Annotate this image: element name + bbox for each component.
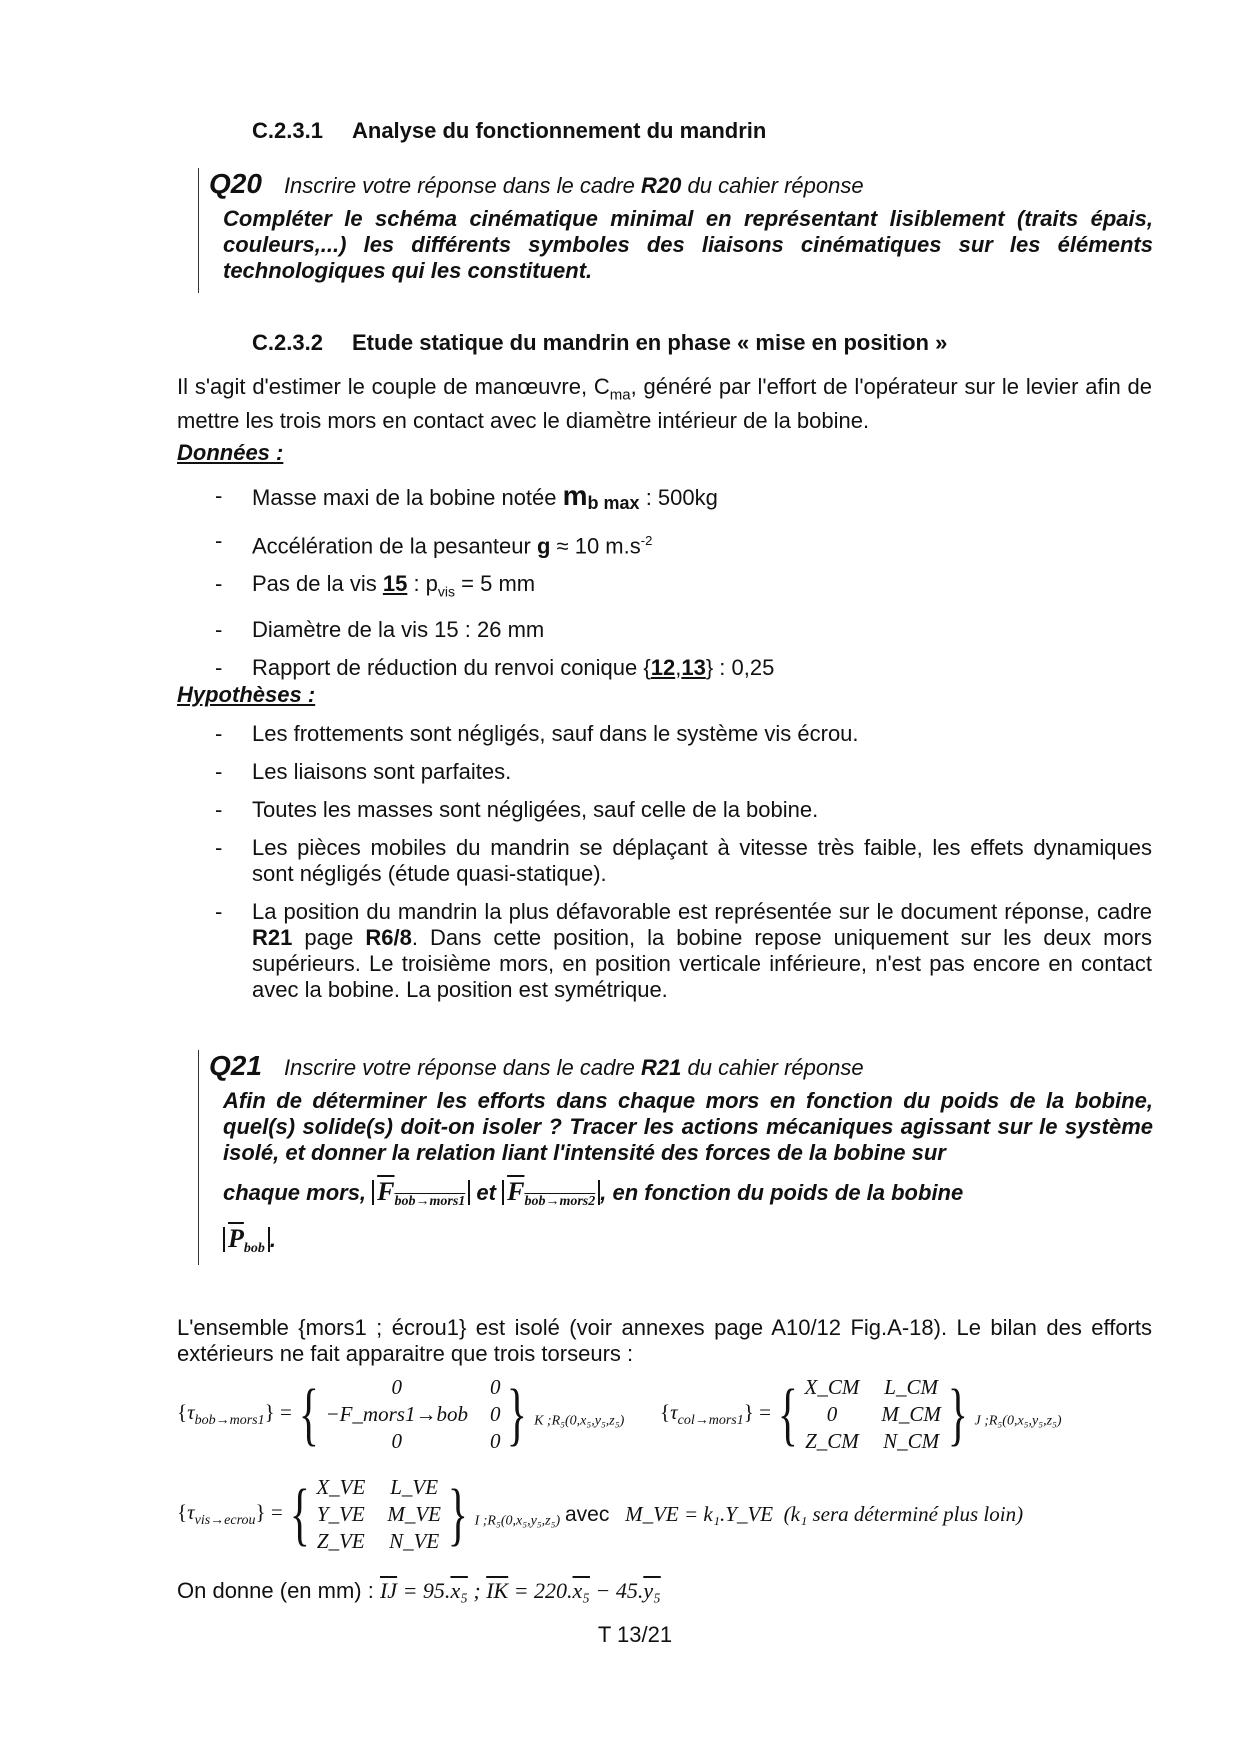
list-item: - Rapport de réduction du renvoi conique {12,13} : 0,25 — [215, 655, 1152, 681]
matrix-cell: X_CM — [804, 1375, 860, 1399]
on-donne-line: On donne (en mm) : $\overline{IJ} = 95.x_5$ ; $\overline{IK} = 220.x_5 - 45.y_5$ — [177, 1578, 661, 1603]
section-heading-c231: C.2.3.1 Analyse du fonctionnement du mandrin — [252, 118, 767, 143]
matrix-cell: L_VE — [390, 1475, 439, 1499]
relation-mve: avec M_VE = k₁.Y_VE (k₁ sera déterminé plus loin) — [565, 1502, 1024, 1526]
matrix-cell: M_CM — [881, 1402, 941, 1426]
matrix-cell: 0 — [489, 1402, 501, 1426]
matrix-cell: X_VE — [316, 1475, 366, 1499]
torseur-vis-ecrou: $\{\tau_{vis\to ecrou}\}$ ={ X_VE L_VE Y_VE M_VE Z_VE N_VE } $_{I ;R_5(0,x_5,y_5,z_5)}$ — [177, 1475, 561, 1553]
page-footer: T 13/21 — [597, 1622, 673, 1647]
torseur-bob-mors1: $\{\tau_{bob\to mors1}\}$ ={ 0 0 −F_mors1→bob 0 0 0 } $_{K ;R_5(0,x_5,y_5,z_5)}$ — [177, 1375, 625, 1453]
q20-label: Q20 — [209, 168, 262, 199]
matrix-cell: 0 — [826, 1402, 838, 1426]
hypotheses-list — [215, 721, 1152, 1015]
q21-text: Afin de déterminer les efforts dans chaque mors en fonction du poids de la bobine, quel(s) solide(s) doit-on isoler ? Tracer les actions mécaniques agissant sur le système isolé, et donner la relation liant l'intensité des forces de la bobine sur chaque mors, $\overline{F}_{bob\to mors1}$ et $\overline{F}_{bob\to mors2}$ , en fonction du poids de la bobine $\overline{P}_{bob}$ . — [223, 1088, 1153, 1256]
matrix-cell: 0 — [391, 1429, 402, 1453]
question-q21: Q21 Inscrire votre réponse dans le cadre R21 du cahier réponse Afin de déterminer les efforts dans chaque mors en fonction du poids de la bobine, quel(s) solide(s) doit-on isoler ? Tracer les actions mécaniques agissant sur le système isolé, et donner la relation liant l'intensité des forces de la bobine sur chaque mors, $\overline{F}_{bob\to mors1}$ et $\overline{F}_{bob\to mors2}$ , en fonction du poids de la bobine $\overline{P}_{bob}$ . — [198, 1050, 1153, 1265]
list-item: - Pas de la vis 15 : $p_{vis} = 5$ mm — [215, 571, 1152, 604]
matrix-cell: 0 — [391, 1375, 402, 1399]
matrix-cell: Z_CM — [805, 1429, 859, 1453]
matrix-cell: −F_mors1→bob — [325, 1402, 468, 1426]
question-q20: Q20 Inscrire votre réponse dans le cadre R20 du cahier réponse Compléter le schéma cinématique minimal en représentant lisiblement (traits épais, couleurs,...) les différents symboles des liaisons cinématiques sur les éléments technologiques qui les constituent. — [198, 168, 1153, 293]
list-item: - Toutes les masses sont négligées, sauf celle de la bobine. — [215, 797, 1152, 823]
list-item: - La position du mandrin la plus défavorable est représentée sur le document réponse, cadre R21 page R6/8. Dans cette position, la bobine repose uniquement sur les deux mors supérieurs. Le troisième mors, en position verticale inférieure, n'est pas encore en contact avec la bobine. La position est symétrique. — [215, 899, 1152, 1003]
matrix-cell: 0 — [489, 1429, 501, 1453]
matrix-cell: N_VE — [389, 1529, 440, 1553]
ensemble-paragraph: L'ensemble {mors1 ; écrou1} est isolé (voir annexes page A10/12 Fig.A-18). Le bilan des efforts extérieurs ne fait apparaitre que trois torseurs : — [177, 1315, 1152, 1366]
section-heading-c232: C.2.3.2 Etude statique du mandrin en phase « mise en position » — [252, 330, 948, 355]
matrix-cell: Z_VE — [316, 1529, 365, 1553]
list-item: - Accélération de la pesanteur g ≈ 10 $m.s^{-2}$ — [215, 528, 1152, 559]
intro-paragraph: Il s'agit d'estimer le couple de manœuvre, $C_{ma}$, généré par l'effort de l'opérateur sur le levier afin de mettre les trois mors en contact avec le diamètre intérieur de la bobine. — [177, 374, 1152, 434]
q21-label: Q21 — [209, 1050, 262, 1081]
hypotheses-title: Hypothèses : — [177, 682, 316, 707]
list-item: - Les pièces mobiles du mandrin se déplaçant à vitesse très faible, les effets dynamiques sont négligés (étude quasi-statique). — [215, 835, 1152, 887]
list-item: - Masse maxi de la bobine notée mb max : 500kg — [215, 483, 1152, 516]
donnees-title: Données : — [177, 440, 284, 465]
q20-text: Compléter le schéma cinématique minimal en représentant lisiblement (traits épais, couleurs,...) les différents symboles des liaisons cinématiques sur les éléments technologiques qui les constituent. — [223, 206, 1153, 283]
donnees-list — [215, 480, 1152, 693]
matrix-cell: Y_VE — [316, 1502, 365, 1526]
matrix-cell: N_CM — [883, 1429, 940, 1453]
list-item: - Les liaisons sont parfaites. — [215, 759, 1152, 785]
list-item: - Diamètre de la vis 15 : 26 mm — [215, 617, 1152, 643]
list-item: - Les frottements sont négligés, sauf dans le système vis écrou. — [215, 721, 1152, 747]
matrix-cell: 0 — [489, 1375, 501, 1399]
torseur-col-mors1: $\{\tau_{col\to mors1}\}$ ={ X_CM L_CM 0 M_CM Z_CM N_CM } $_{J ;R_5(0,x_5,y_5,z_5)}$ — [660, 1375, 1062, 1453]
matrix-cell: M_VE — [387, 1502, 441, 1526]
matrix-cell: L_CM — [884, 1375, 938, 1399]
